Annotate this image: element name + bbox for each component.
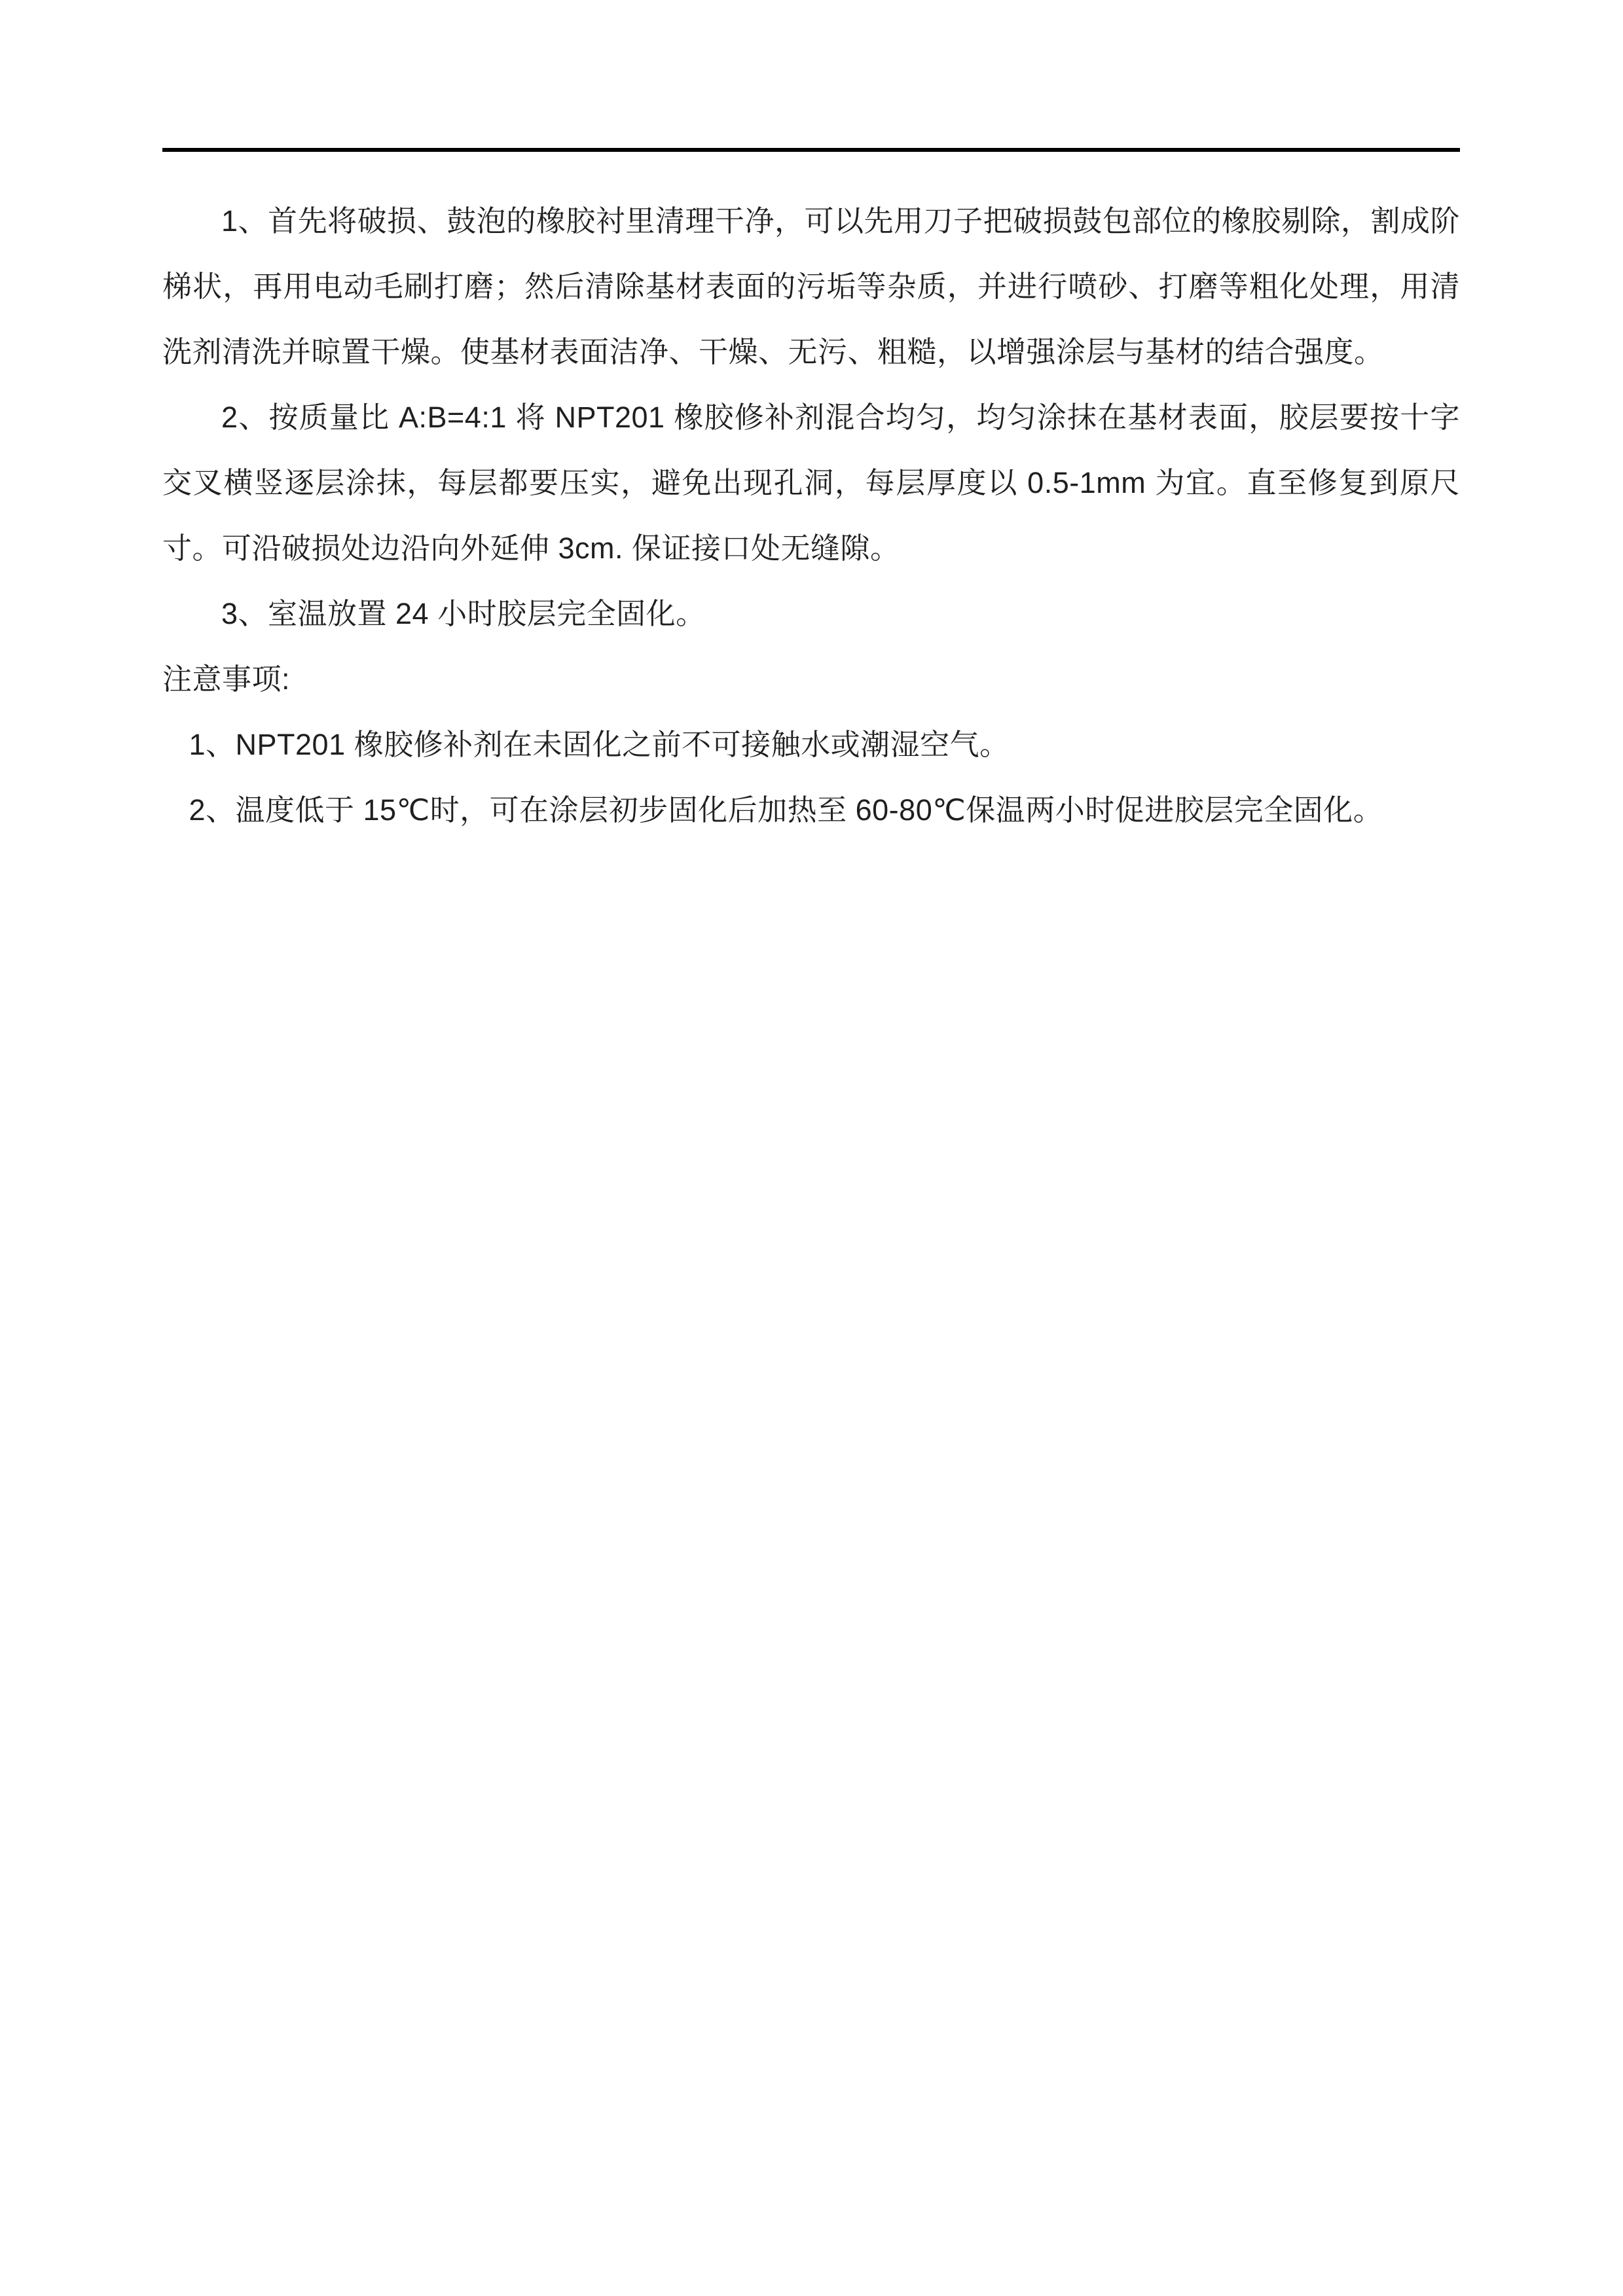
step-paragraph-1: 1、首先将破损、鼓泡的橡胶衬里清理干净，可以先用刀子把破损鼓包部位的橡胶剔除，割成阶梯状，再用电动毛刷打磨；然后清除基材表面的污垢等杂质，并进行喷砂、打磨等粗化处理，用清洗剂清洗并晾置干燥。使基材表面洁净、干燥、无污、粗糙，以增强涂层与基材的结合强度。 [162,204,1460,368]
step-paragraph-3: 3、室温放置 24 小时胶层完全固化。 [221,597,706,630]
note-paragraph-1: 1、NPT201 橡胶修补剂在未固化之前不可接触水或潮湿空气。 [189,728,1010,761]
header-divider-rule [162,148,1460,152]
note-paragraph-2: 2、温度低于 15℃时，可在涂层初步固化后加热至 60-80℃保温两小时促进胶层完全固化。 [189,793,1383,827]
document-content [162,148,1460,843]
notes-heading: 注意事项: [162,662,291,696]
step-paragraph-2: 2、按质量比 A:B=4:1 将 NPT201 橡胶修补剂混合均匀，均匀涂抹在基材表面，胶层要按十字交叉横竖逐层涂抹，每层都要压实，避免出现孔洞，每层厚度以 0.5-1mm 为宜。直至修复到原尺寸。可沿破损处边沿向外延伸 3cm. 保证接口处无缝隙。 [162,401,1460,565]
